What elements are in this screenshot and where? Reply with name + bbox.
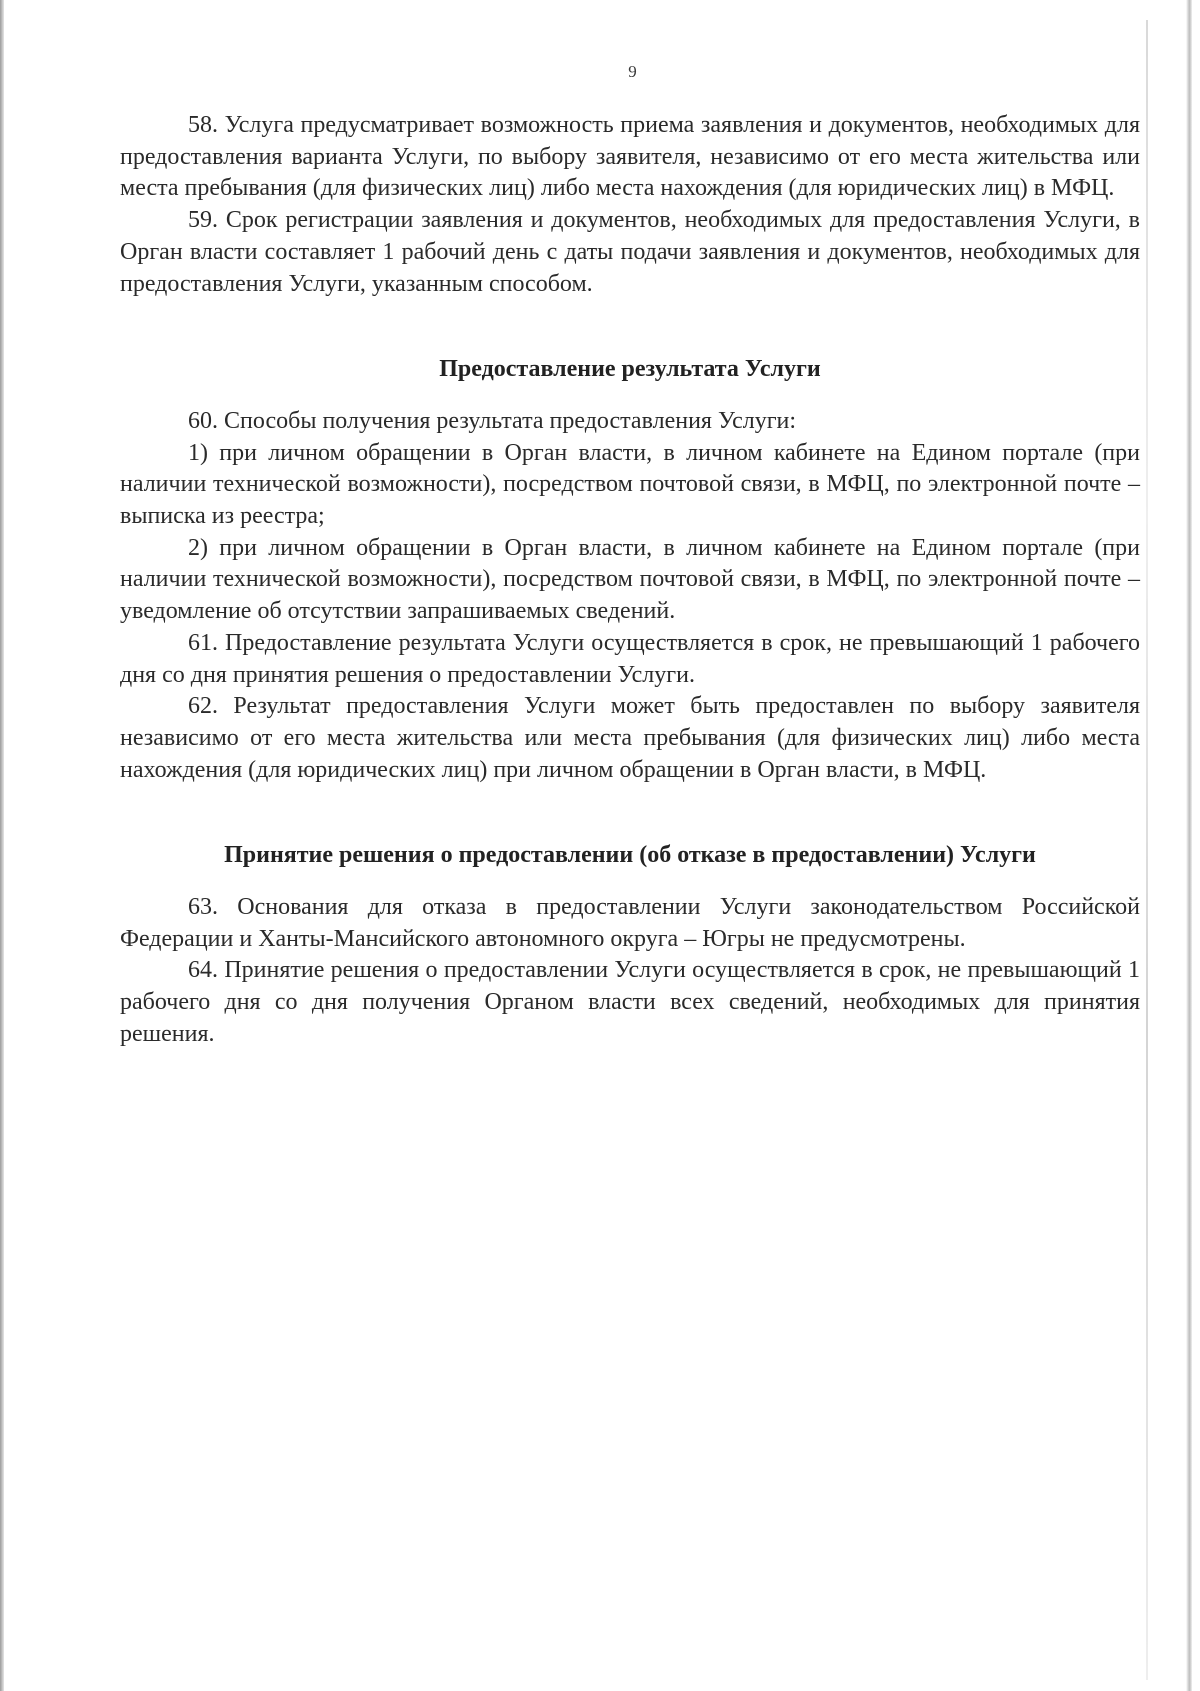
spacer xyxy=(120,386,1140,406)
section-result-delivery xyxy=(120,354,1140,786)
scan-edge-right xyxy=(1186,0,1192,1691)
paragraph-60-item-1: 1) при личном обращении в Орган власти, в личном кабинете на Едином портале (при наличии технической возможности), посредством почтовой связи, в МФЦ, по электронной почте – выписка из реестра; xyxy=(120,439,1140,530)
scan-edge-left xyxy=(0,0,4,1691)
spacer xyxy=(120,786,1140,840)
section-heading-decision: Принятие решения о предоставлении (об отказе в предоставлении) Услуги xyxy=(224,842,1036,869)
paragraph-60: 60. Способы получения результата предоставления Услуги: xyxy=(188,407,797,434)
document-body xyxy=(120,110,1140,1051)
paragraph-64: 64. Принятие решения о предоставлении Услуги осуществляется в срок, не превышающий 1 рабочего дня со дня получения Органом власти всех сведений, необходимых для принятия решения. xyxy=(120,957,1140,1047)
page-number: 9 xyxy=(628,62,637,81)
section-decision xyxy=(120,840,1140,1050)
section-intake xyxy=(120,110,1140,300)
scan-artifact-line xyxy=(1146,20,1148,1680)
spacer xyxy=(120,872,1140,892)
section-heading-result: Предоставление результата Услуги xyxy=(439,356,821,383)
spacer xyxy=(120,300,1140,354)
paragraph-59: 59. Срок регистрации заявления и документов, необходимых для предоставления Услуги, в Орган власти составляет 1 рабочий день с даты подачи заявления и документов, необходимых для предоставления Услуги, указанным способом. xyxy=(120,207,1140,297)
paragraph-62: 62. Результат предоставления Услуги может быть предоставлен по выбору заявителя независимо от его места жительства или места пребывания (для физических лиц) либо места нахождения (для юридических лиц) при личном обращении в Орган власти, в МФЦ. xyxy=(120,693,1140,783)
paragraph-63: 63. Основания для отказа в предоставлении Услуги законодательством Российской Федерации и Ханты-Мансийского автономного округа – Югры не предусмотрены. xyxy=(120,894,1140,952)
paragraph-58: 58. Услуга предусматривает возможность приема заявления и документов, необходимых для предоставления варианта Услуги, по выбору заявителя, независимо от его места жительства или места пребывания (для физических лиц) либо места нахождения (для юридических лиц) в МФЦ. xyxy=(120,112,1140,202)
paragraph-61: 61. Предоставление результата Услуги осуществляется в срок, не превышающий 1 рабочего дня со дня принятия решения о предоставлении Услуги. xyxy=(120,629,1140,688)
paragraph-60-item-2: 2) при личном обращении в Орган власти, в личном кабинете на Едином портале (при наличии технической возможности), посредством почтовой связи, в МФЦ, по электронной почте – уведомление об отсутствии запрашиваемых сведений. xyxy=(120,534,1140,625)
